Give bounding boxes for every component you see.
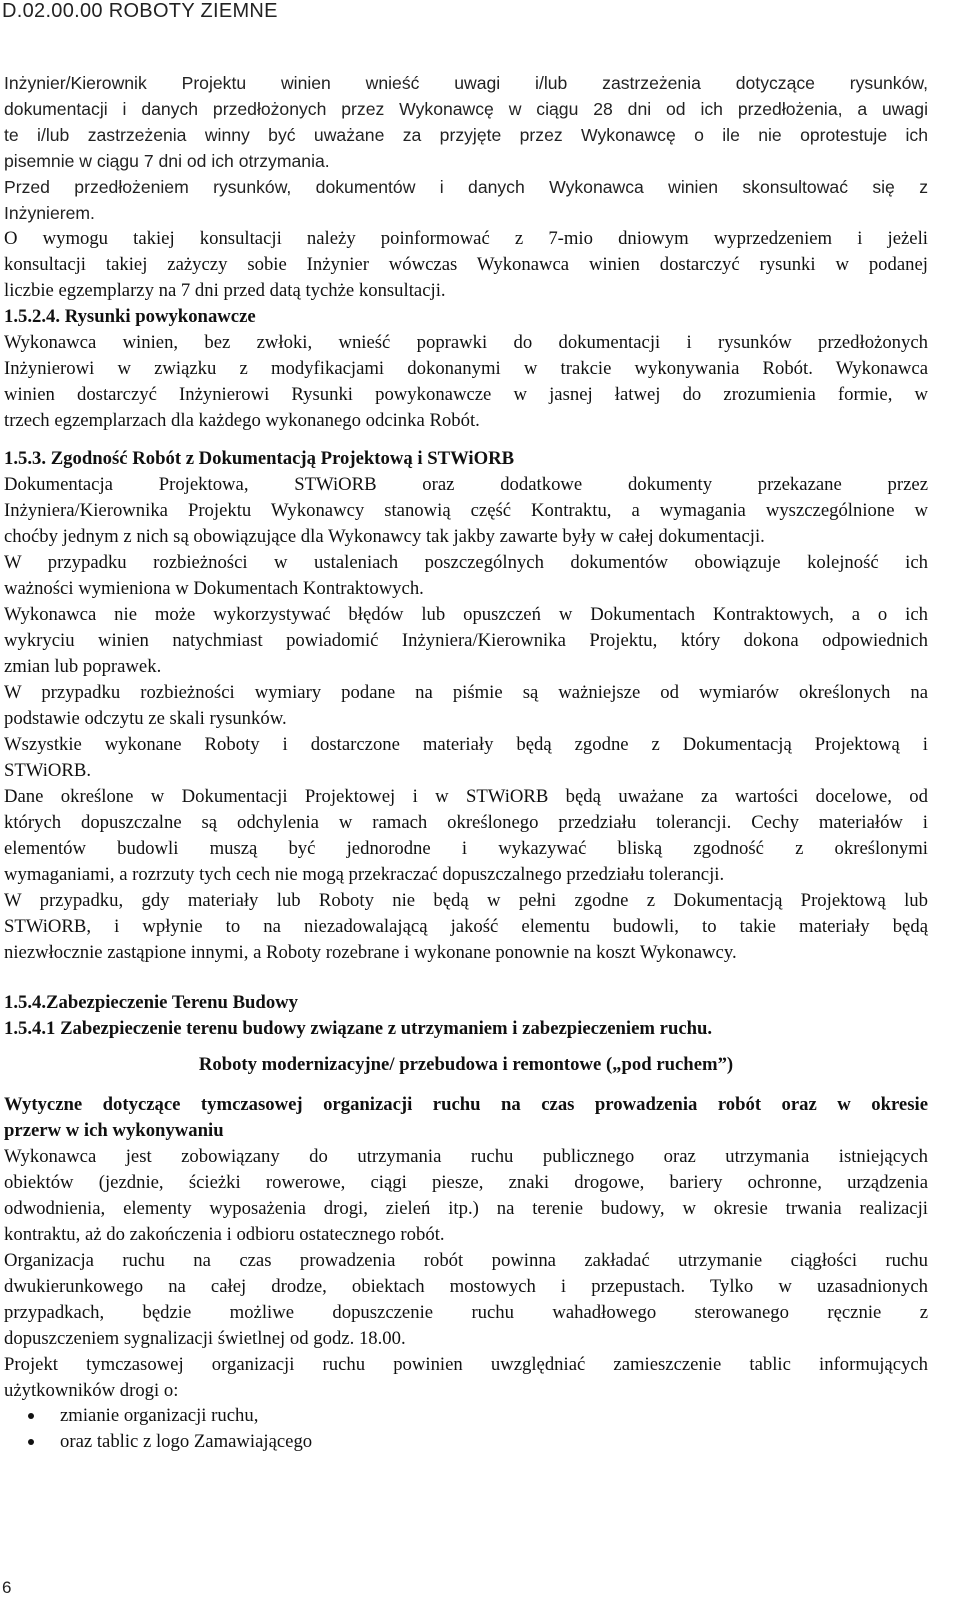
text-line: liczbie egzemplarzy na 7 dni przed datą tychże konsultacji. bbox=[4, 280, 446, 301]
text-line: O wymogu takiej konsultacji należy poinformować z 7-mio dniowym wyprzedzeniem i jeżeli bbox=[4, 228, 928, 249]
text-line: niezwłocznie zastąpione innymi, a Roboty rozebrane i wykonane ponownie na koszt Wykonawcy. bbox=[4, 942, 737, 963]
text-line: Wszystkie wykonane Roboty i dostarczone materiały będą zgodne z Dokumentacją Projektową i bbox=[4, 734, 928, 755]
subsection-heading: przerw w ich wykonywaniu bbox=[4, 1120, 224, 1141]
page-number: 6 bbox=[2, 1578, 12, 1597]
text-line: choćby jednym z nich są obowiązujące dla Wykonawcy tak jakby zawarte były w całej dokumentacji. bbox=[4, 526, 765, 547]
text-line: wykryciu winien natychmiast powiadomić Inżyniera/Kierownika Projektu, który dokona odpowiednich bbox=[4, 630, 928, 651]
text-line: zmian lub poprawek. bbox=[4, 656, 162, 677]
text-line: kontraktu, aż do zakończenia i odbioru ostatecznego robót. bbox=[4, 1224, 445, 1245]
text-line: Wykonawca jest zobowiązany do utrzymania ruchu publicznego oraz utrzymania istniejących bbox=[4, 1146, 928, 1167]
bullet-icon bbox=[28, 1413, 34, 1419]
list-item: oraz tablic z logo Zamawiającego bbox=[60, 1431, 313, 1452]
section-heading-1-5-4: 1.5.4.Zabezpieczenie Terenu Budowy bbox=[4, 992, 298, 1013]
text-line: trzech egzemplarzach dla każdego wykonanego odcinka Robót. bbox=[4, 410, 480, 431]
text-line: STWiORB. bbox=[4, 760, 91, 781]
text-line: Wykonawca nie może wykorzystywać błędów lub opuszczeń w Dokumentach Kontraktowych, a o ich bbox=[4, 604, 928, 625]
text-line: Projekt tymczasowej organizacji ruchu powinien uwzględniać zamieszczenie tablic informujących bbox=[4, 1354, 928, 1375]
text-line: odwodnienia, elementy wyposażenia drogi, zieleń itp.) na terenie budowy, w okresie trwania realizacji bbox=[4, 1198, 928, 1219]
text-line: Organizacja ruchu na czas prowadzenia robót powinna zakładać utrzymanie ciągłości ruchu bbox=[4, 1250, 928, 1271]
text-line: W przypadku rozbieżności w ustaleniach poszczególnych dokumentów obowiązuje kolejność ich bbox=[4, 552, 928, 573]
text-line: Inżynierowi w związku z modyfikacjami dokonanymi w trakcie wykonywania Robót. Wykonawca bbox=[4, 358, 928, 379]
text-line: Inżynier/Kierownik Projektu winien wnieść uwagi i/lub zastrzeżenia dotyczące rysunków, bbox=[4, 73, 928, 93]
text-line: Dokumentacja Projektowa, STWiORB oraz dodatkowe dokumenty przekazane przez bbox=[4, 474, 928, 495]
text-line: dopuszczeniem sygnalizacji świetlnej od godz. 18.00. bbox=[4, 1328, 406, 1349]
text-line: ważności wymieniona w Dokumentach Kontraktowych. bbox=[4, 578, 424, 599]
centered-heading: Roboty modernizacyjne/ przebudowa i remontowe („pod ruchem”) bbox=[198, 1054, 734, 1075]
bullet-icon bbox=[28, 1439, 34, 1445]
text-line: te i/lub zastrzeżenia winny być uważane za przyjęte przez Wykonawcę o ile nie oprotestuje ich bbox=[4, 125, 928, 145]
document-header: D.02.00.00 ROBOTY ZIEMNE bbox=[2, 0, 278, 22]
text-line: użytkowników drogi o: bbox=[4, 1380, 179, 1401]
text-line: pisemnie w ciągu 7 dni od ich otrzymania. bbox=[4, 151, 330, 171]
list-item: zmianie organizacji ruchu, bbox=[60, 1405, 259, 1426]
text-line: dokumentacji i danych przedłożonych przez Wykonawcę w ciągu 28 dni od ich przedłożenia, a uwagi bbox=[4, 99, 928, 119]
text-line: Wykonawca winien, bez zwłoki, wnieść poprawki do dokumentacji i rysunków przedłożonych bbox=[4, 332, 928, 353]
text-line: W przypadku, gdy materiały lub Roboty nie będą w pełni zgodne z Dokumentacją Projektową lub bbox=[4, 890, 928, 911]
text-line: Dane określone w Dokumentacji Projektowej i w STWiORB będą uważane za wartości docelowe, od bbox=[4, 786, 928, 807]
subsection-heading: Wytyczne dotyczące tymczasowej organizacji ruchu na czas prowadzenia robót oraz w okresie bbox=[4, 1094, 928, 1115]
text-line: elementów budowli muszą być jednorodne i wykazywać bliską zgodność z określonymi bbox=[4, 838, 928, 859]
text-line: Inżynierem. bbox=[4, 203, 95, 223]
text-line: wymaganiami, a rozrzuty tych cech nie mogą przekraczać dopuszczalnego przedziału tolerancji. bbox=[4, 864, 725, 885]
section-heading-1-5-2-4: 1.5.2.4. Rysunki powykonawcze bbox=[4, 306, 256, 327]
text-line: przypadkach, będzie możliwe dopuszczenie ruchu wahadłowego sterowanego ręcznie z bbox=[4, 1302, 928, 1323]
text-line: podstawie odczytu ze skali rysunków. bbox=[4, 708, 287, 729]
section-heading-1-5-4-1: 1.5.4.1 Zabezpieczenie terenu budowy związane z utrzymaniem i zabezpieczeniem ruchu. bbox=[4, 1018, 713, 1039]
text-line: obiektów (jezdnie, ścieżki rowerowe, ciągi piesze, znaki drogowe, bariery ochronne, urządzenia bbox=[4, 1172, 928, 1193]
text-line: których dopuszczalne są odchylenia w ramach określonego przedziału tolerancji. Cechy materiałów i bbox=[4, 812, 928, 833]
text-line: Przed przedłożeniem rysunków, dokumentów i danych Wykonawca winien skonsultować się z bbox=[4, 177, 928, 197]
text-line: winien dostarczyć Inżynierowi Rysunki powykonawcze w jasnej łatwej do zrozumienia formie, w bbox=[4, 384, 928, 405]
text-line: dwukierunkowego na całej drodze, obiektach mostowych i przepustach. Tylko w uzasadnionych bbox=[4, 1276, 928, 1297]
text-line: konsultacji takiej zażyczy sobie Inżynier wówczas Wykonawca winien dostarczyć rysunki w podanej bbox=[4, 254, 928, 275]
text-line: W przypadku rozbieżności wymiary podane na piśmie są ważniejsze od wymiarów określonych na bbox=[4, 682, 928, 703]
section-heading-1-5-3: 1.5.3. Zgodność Robót z Dokumentacją Projektową i STWiORB bbox=[4, 448, 515, 469]
text-line: STWiORB, i wpłynie to na niezadowalającą jakość elementu budowli, to takie materiały będą bbox=[4, 916, 928, 937]
text-line: Inżyniera/Kierownika Projektu Wykonawcy stanowią część Kontraktu, a wymagania wyszczególnione w bbox=[4, 500, 928, 521]
